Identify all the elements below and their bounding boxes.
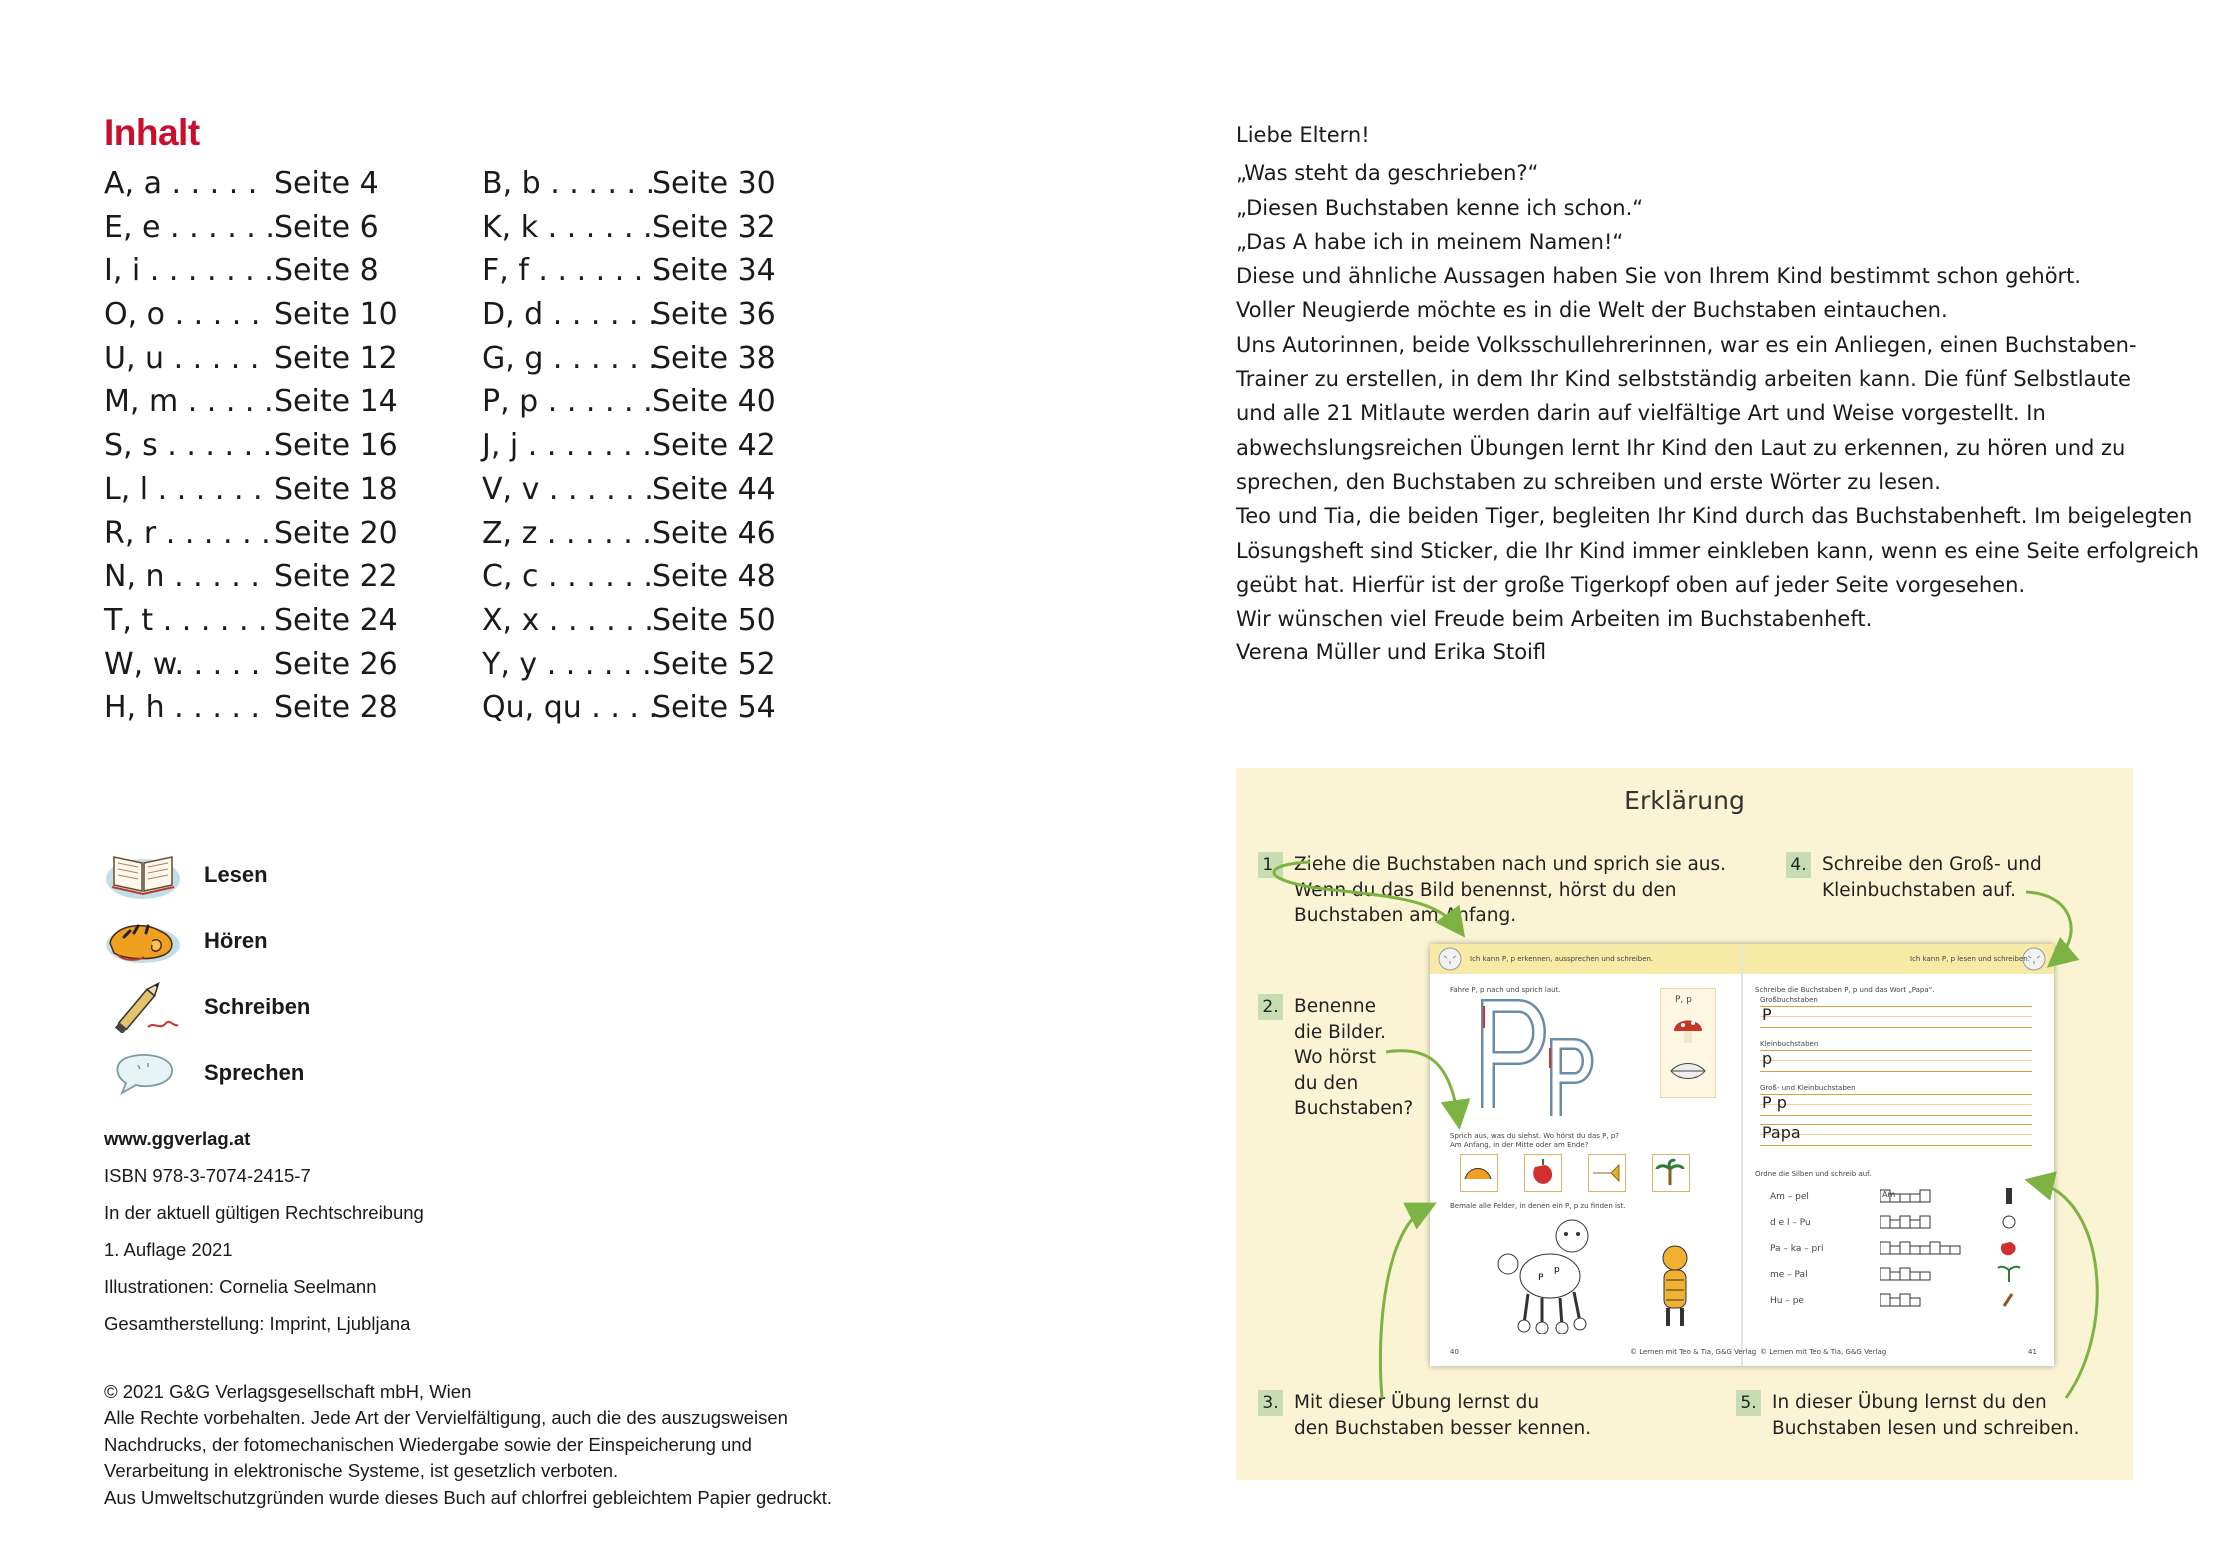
legend-label: Sprechen	[204, 1060, 305, 1085]
toc-letter: Z, z . . . . . .	[482, 515, 652, 551]
toc-letter: I, i . . . . . . .	[104, 253, 274, 289]
toc-entry	[482, 380, 776, 424]
step-line: Buchstaben am Anfang.	[1294, 905, 1517, 926]
toc-page: Seite 10	[274, 297, 398, 333]
toc-entry	[104, 380, 398, 424]
toc-entry	[482, 337, 776, 381]
step-line: Ziehe die Buchstaben nach und sprich sie aus.	[1294, 854, 1727, 875]
step-line: du den	[1294, 1072, 1359, 1094]
toc-letter: P, p . . . . . .	[482, 384, 653, 420]
toc-letter: C, c . . . . . .	[482, 559, 653, 595]
pencil-icon	[104, 981, 182, 1033]
toc-page: Seite 22	[274, 559, 398, 595]
toc-entry	[104, 293, 398, 337]
step-number: 1.	[1258, 852, 1283, 878]
toc-page: Seite 16	[274, 428, 398, 464]
step-number: 2.	[1258, 994, 1283, 1020]
book-icon	[104, 849, 182, 901]
copyright-block	[104, 1379, 832, 1511]
toc-entry	[482, 643, 776, 687]
letter-line: Voller Neugierde möchte es in die Welt der Buchstaben eintauchen.	[1236, 298, 1948, 323]
toc-letter: M, m . . . . .	[104, 384, 274, 420]
toc-letter: N, n . . . . .	[104, 559, 260, 595]
toc-letter: X, x . . . . . .	[482, 602, 654, 638]
step-line: Mit dieser Übung lernst du	[1294, 1392, 1540, 1413]
explanation-box	[1236, 768, 2133, 1480]
production-credit: Gesamtherstellung: Imprint, Ljubljana	[104, 1313, 411, 1334]
toc-letter: E, e . . . . . .	[104, 209, 275, 245]
letter-line: Uns Autorinnen, beide Volksschullehrerinnen, war es ein Anliegen, einen Buchstaben-	[1236, 332, 2137, 357]
toc-entry	[104, 512, 398, 556]
written-lower: p	[1762, 1049, 1773, 1068]
toc-entry	[104, 643, 398, 687]
legend-item-read	[104, 842, 310, 908]
arrow-step-4	[2026, 892, 2071, 960]
left-page-header: Ich kann P, p erkennen, aussprechen und schreiben.	[1470, 955, 1654, 963]
toc-entry	[482, 424, 776, 468]
task-1: Fahre P, p nach und sprich laut.	[1450, 986, 1561, 994]
toc-entry	[482, 512, 776, 556]
toc-letter: D, d . . . . . .	[482, 297, 658, 333]
toc-entry	[482, 468, 776, 512]
letter-line: Trainer zu erstellen, in dem Ihr Kind selbstständig arbeiten kann. Die fünf Selbstlaute	[1236, 367, 2131, 392]
arrow-step-5	[2036, 1182, 2097, 1398]
step-line: Buchstaben?	[1294, 1098, 1414, 1119]
toc-page: Seite 54	[652, 690, 776, 726]
arrow-step-3	[1380, 1208, 1426, 1398]
syllable-item: Pa – ka – pri	[1770, 1244, 1824, 1254]
step-number: 3.	[1258, 1390, 1283, 1416]
toc-entry	[482, 599, 776, 643]
label-upper: Großbuchstaben	[1760, 996, 1818, 1004]
letter-line: „Was steht da geschrieben?“	[1236, 161, 1539, 186]
letter-line: Teo und Tia, die beiden Tiger, begleiten Ihr Kind durch das Buchstabenheft. Im beigelegten	[1236, 504, 2193, 529]
syllable-item: d e l – Pu	[1770, 1218, 1811, 1228]
footer-right: © Lernen mit Teo & Tia, G&G Verlag	[1760, 1348, 1887, 1356]
svg-text:P: P	[1538, 1273, 1544, 1283]
toc-page: Seite 24	[274, 602, 398, 638]
illustrations-credit: Illustrationen: Cornelia Seelmann	[104, 1276, 377, 1297]
isbn: ISBN 978-3-7074-2415-7	[104, 1165, 311, 1186]
letter-greeting: Liebe Eltern!	[1236, 123, 1370, 147]
syllable-item: Hu – pe	[1770, 1296, 1804, 1306]
toc-letter: S, s . . . . . .	[104, 428, 273, 464]
letter-line: Lösungsheft sind Sticker, die Ihr Kind immer einkleben kann, wenn es eine Seite erfolgreich	[1236, 538, 2200, 563]
step-number: 5.	[1736, 1390, 1761, 1416]
letter-line: Wir wünschen viel Freude beim Arbeiten im Buchstabenheft.	[1236, 607, 1873, 632]
step-line: die Bilder.	[1294, 1021, 1387, 1043]
toc-letter: O, o . . . . .	[104, 297, 261, 333]
toc-entry	[104, 555, 398, 599]
toc-entry	[482, 206, 776, 250]
parents-letter	[1236, 118, 2200, 636]
legend-label: Schreiben	[204, 994, 311, 1019]
explanation-title: Erklärung	[1624, 786, 1745, 815]
toc-page: Seite 8	[274, 253, 379, 289]
letter-line: sprechen, den Buchstaben zu schreiben und erste Wörter zu lesen.	[1236, 469, 1941, 494]
ear-icon	[104, 915, 182, 967]
toc-entry	[104, 162, 398, 206]
letter-line: „Diesen Buchstaben kenne ich schon.“	[1236, 195, 1644, 220]
copyright-line: Verarbeitung in elektronische Systeme, ist gesetzlich verboten.	[104, 1460, 619, 1482]
syllable-first-answer: Am	[1882, 1190, 1896, 1199]
copyright-line: © 2021 G&G Verlagsgesellschaft mbH, Wien	[104, 1381, 472, 1402]
legend-item-listen	[104, 908, 310, 974]
toc-column-2	[482, 162, 776, 730]
letter-badge: P, p	[1675, 995, 1692, 1005]
toc-letter: K, k . . . . . .	[482, 209, 653, 245]
toc-letter: H, h . . . . .	[104, 690, 261, 726]
legend-label: Lesen	[204, 862, 268, 887]
step-line: Wo hörst	[1294, 1047, 1376, 1068]
toc-page: Seite 18	[274, 471, 398, 507]
svg-text:p: p	[1554, 1265, 1560, 1275]
toc-page: Seite 20	[274, 515, 398, 551]
toc-letter: Qu, qu . . . .	[482, 690, 659, 726]
toc-page: Seite 12	[274, 340, 398, 376]
toc-page: Seite 50	[652, 602, 776, 638]
spelling-note: In der aktuell gültigen Rechtschreibung	[104, 1202, 424, 1223]
step-line: Kleinbuchstaben auf.	[1822, 879, 2016, 901]
letter-line: geübt hat. Hierfür ist der große Tigerkopf oben auf jeder Seite vorgesehen.	[1236, 572, 2026, 597]
toc-letter: T, t . . . . . .	[104, 602, 268, 638]
toc-page: Seite 40	[652, 384, 776, 420]
written-both: P p	[1762, 1093, 1787, 1112]
toc-entry	[104, 424, 398, 468]
toc-letter: V, v . . . . . .	[482, 471, 654, 507]
toc-letter: W, w. . . . .	[104, 646, 261, 682]
callout-arrows	[1236, 768, 2133, 1480]
toc-page: Seite 48	[652, 559, 776, 595]
toc-letter: J, j . . . . . . .	[482, 428, 652, 464]
edition: 1. Auflage 2021	[104, 1239, 233, 1260]
letter-signature: Verena Müller und Erika Stoifl	[1236, 640, 1547, 664]
toc-entry	[104, 599, 398, 643]
toc-letter: A, a . . . . .	[104, 166, 258, 201]
toc-letter: B, b . . . . . .	[482, 166, 656, 201]
letter-line: „Das A habe ich in meinem Namen!“	[1236, 229, 1624, 254]
legend-item-speak	[104, 1040, 310, 1106]
speech-bubble-icon	[104, 1047, 182, 1099]
step-line: Schreibe den Groß- und	[1822, 854, 2042, 875]
toc-entry	[104, 249, 398, 293]
toc-page: Seite 26	[274, 646, 398, 682]
copyright-line: Nachdrucks, der fotomechanischen Wiedergabe sowie der Einspeicherung und	[104, 1433, 752, 1455]
written-upper: P	[1762, 1005, 1772, 1024]
letter-line: abwechslungsreichen Übungen lernt Ihr Kind den Laut zu erkennen, zu hören und zu	[1236, 435, 2126, 460]
toc-page: Seite 42	[652, 428, 776, 464]
label-lower: Kleinbuchstaben	[1760, 1040, 1819, 1048]
task-2-line-2: Am Anfang, in der Mitte oder am Ende?	[1450, 1141, 1589, 1149]
page-number-left: 40	[1450, 1348, 1459, 1356]
toc-page: Seite 34	[652, 253, 776, 289]
page-number-right: 41	[2028, 1348, 2037, 1356]
copyright-line: Alle Rechte vorbehalten. Jede Art der Vervielfältigung, auch die des auszugsweisen	[104, 1407, 788, 1429]
toc-page: Seite 14	[274, 384, 398, 420]
step-number: 4.	[1786, 852, 1811, 878]
toc-page: Seite 32	[652, 209, 776, 245]
publisher-website: www.ggverlag.at	[104, 1128, 251, 1149]
task-4: Schreibe die Buchstaben P, p und das Wort „Papa“.	[1755, 986, 1935, 994]
toc-entry	[104, 468, 398, 512]
step-line: Benenne	[1294, 996, 1377, 1017]
toc-entry	[482, 686, 776, 730]
syllable-item: Am – pel	[1770, 1192, 1809, 1202]
task-2-line-1: Sprich aus, was du siehst. Wo hörst du das P, p?	[1450, 1132, 1619, 1140]
toc-page: Seite 28	[274, 690, 398, 726]
toc-entry	[482, 293, 776, 337]
icon-legend	[104, 842, 310, 1106]
toc-letter: L, l . . . . . .	[104, 471, 263, 507]
toc-page: Seite 6	[274, 209, 379, 245]
toc-entry	[482, 162, 776, 206]
toc-title: Inhalt	[104, 112, 200, 153]
letter-line: und alle 21 Mitlaute werden darin auf vielfältige Art und Weise vorgestellt. In	[1236, 401, 2046, 426]
task-3: Bemale alle Felder, in denen ein P, p zu finden ist.	[1450, 1202, 1626, 1210]
step-line: In dieser Übung lernst du den	[1772, 1392, 2047, 1413]
right-page-header: Ich kann P, p lesen und schreiben.	[1910, 955, 2030, 963]
step-line: den Buchstaben besser kennen.	[1294, 1417, 1592, 1439]
syllable-item: me – Pal	[1770, 1270, 1808, 1280]
footer-left: © Lernen mit Teo & Tia, G&G Verlag	[1630, 1348, 1757, 1356]
toc-letter: Y, y . . . . . .	[482, 646, 652, 682]
written-word: Papa	[1762, 1123, 1801, 1142]
toc-entry	[482, 555, 776, 599]
arrow-step-2	[1386, 1051, 1458, 1118]
step-line: Wenn du das Bild benennst, hörst du den	[1294, 879, 1677, 901]
toc-page: Seite 38	[652, 340, 776, 376]
letter-line: Diese und ähnliche Aussagen haben Sie von Ihrem Kind bestimmt schon gehört.	[1236, 264, 2082, 289]
step-line: Buchstaben lesen und schreiben.	[1772, 1417, 2080, 1439]
toc-column-1	[104, 162, 398, 730]
toc-page: Seite 36	[652, 297, 776, 333]
toc-letter: F, f . . . . . . .	[482, 253, 663, 289]
toc-page: Seite 46	[652, 515, 776, 551]
toc-entry	[104, 337, 398, 381]
toc-letter: G, g . . . . . .	[482, 340, 658, 376]
task-5: Ordne die Silben und schreib auf.	[1755, 1170, 1872, 1178]
toc-page: Seite 30	[652, 166, 776, 201]
legend-item-write	[104, 974, 310, 1040]
toc-page: Seite 52	[652, 646, 776, 682]
copyright-line: Aus Umweltschutzgründen wurde dieses Buch auf chlorfrei gebleichtem Papier gedruckt.	[104, 1486, 833, 1508]
legend-label: Hören	[204, 928, 268, 953]
toc-page: Seite 44	[652, 471, 776, 507]
toc-entry	[482, 249, 776, 293]
label-both: Groß- und Kleinbuchstaben	[1760, 1084, 1856, 1092]
toc-entry	[104, 206, 398, 250]
arrow-step-1	[1274, 862, 1458, 928]
toc-page: Seite 4	[274, 166, 379, 201]
toc-entry	[104, 686, 398, 730]
toc-letter: R, r . . . . . .	[104, 515, 271, 551]
toc-letter: U, u . . . . .	[104, 340, 260, 376]
